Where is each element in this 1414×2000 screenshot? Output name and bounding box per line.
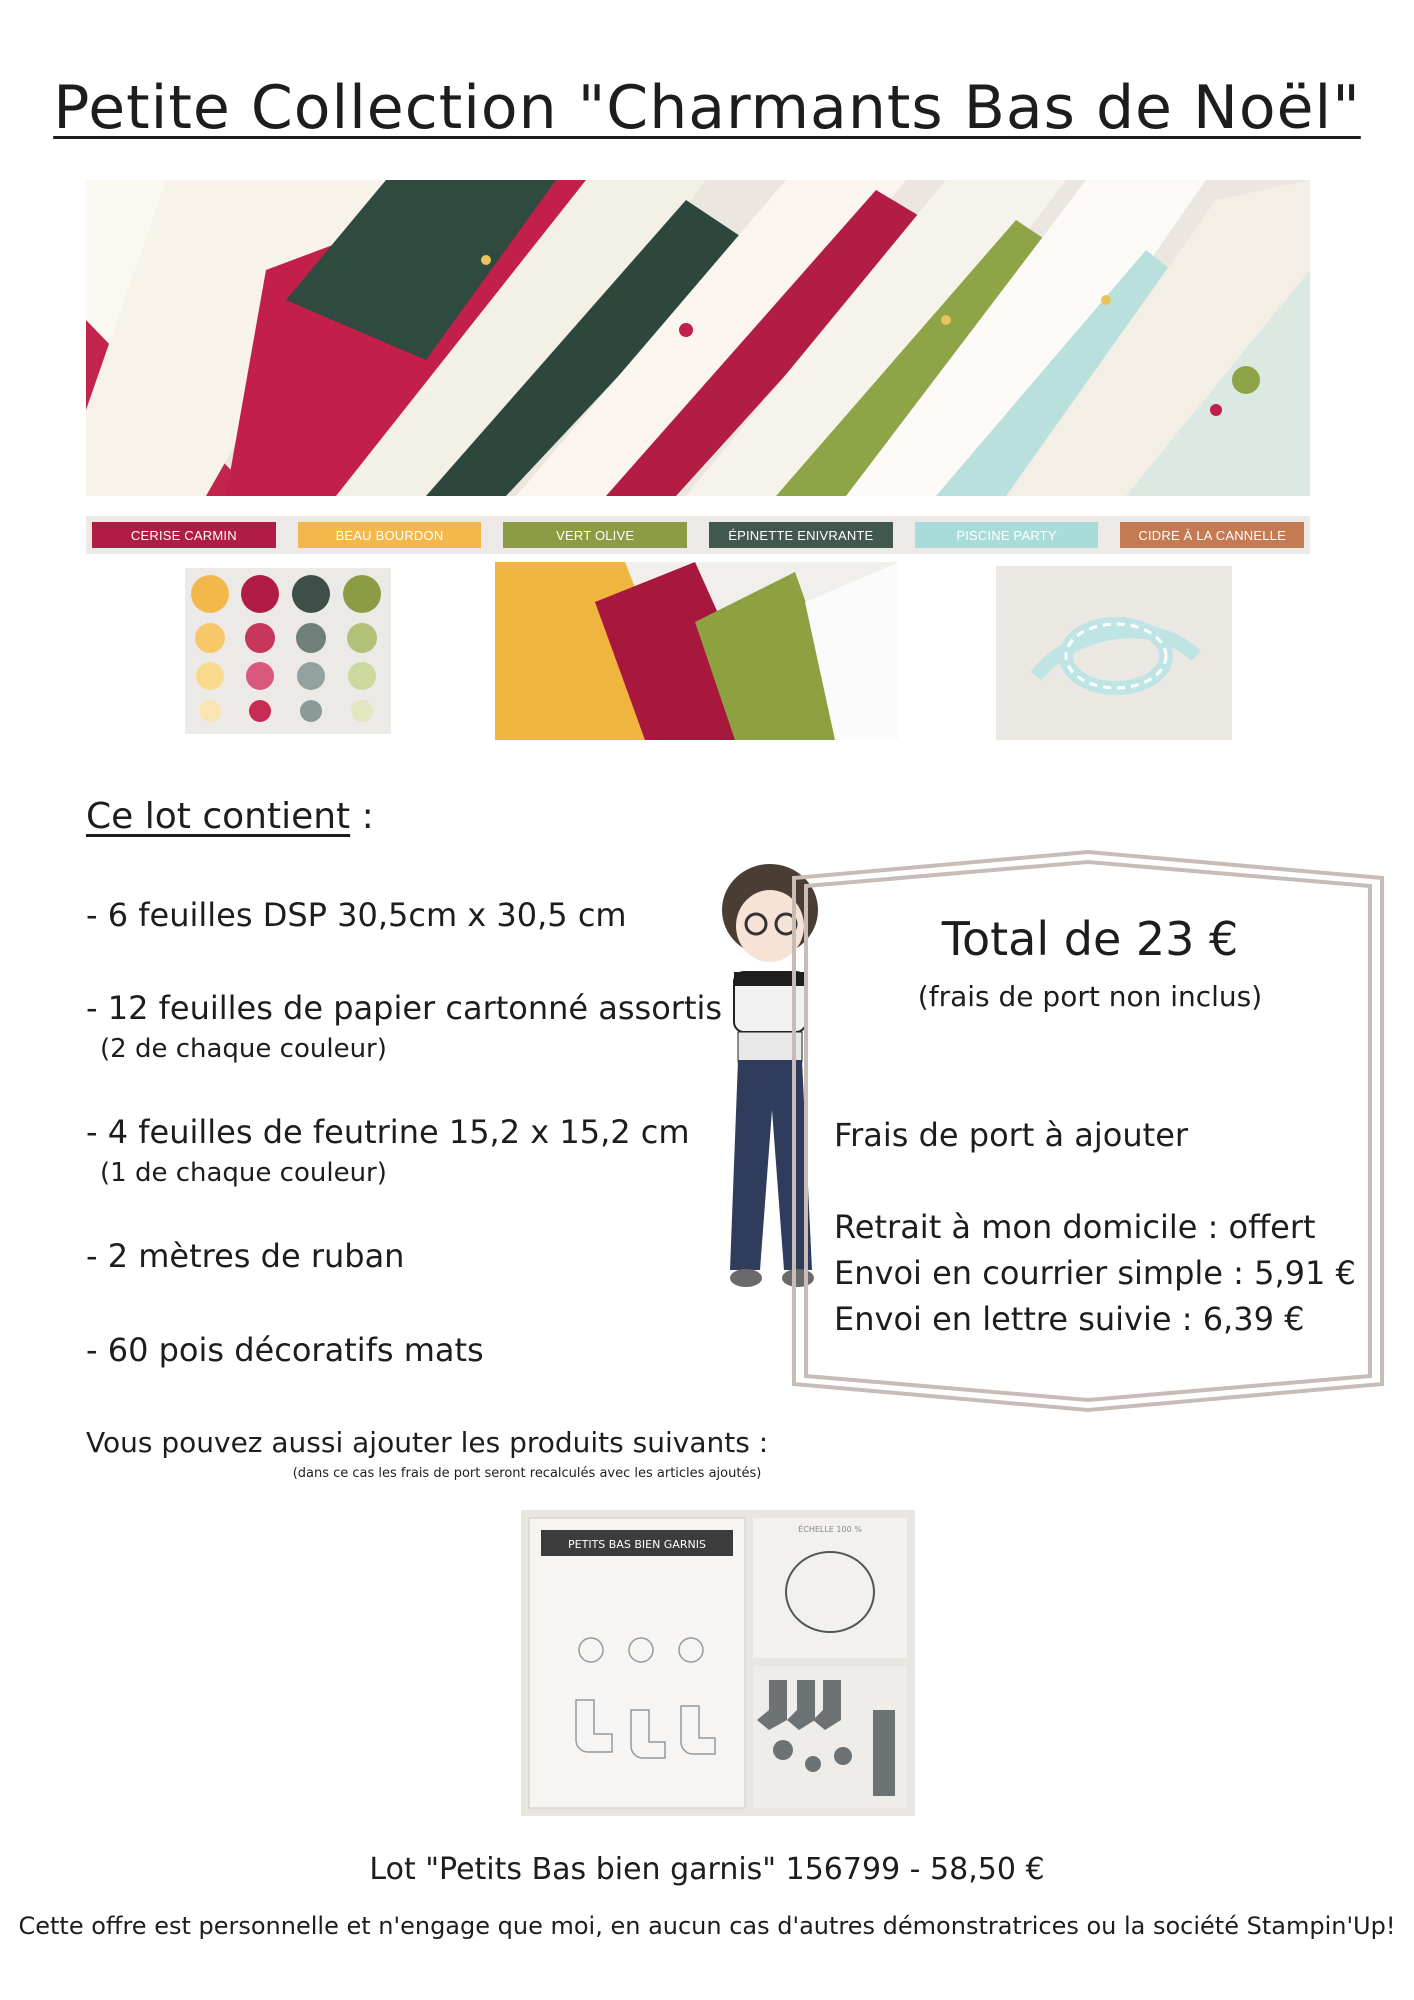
- color-swatch: BEAU BOURDON: [298, 522, 482, 548]
- color-swatch: PISCINE PARTY: [915, 522, 1099, 548]
- addons-note: (dans ce cas les frais de port seront recalculés avec les articles ajoutés): [292, 1466, 762, 1481]
- shipping-option: Envoi en courrier simple : 5,91 €: [834, 1254, 1356, 1292]
- svg-text:ÉCHELLE 100 %: ÉCHELLE 100 %: [798, 1525, 862, 1534]
- color-swatch: CIDRE À LA CANNELLE: [1120, 522, 1304, 548]
- contents-item: - 12 feuilles de papier cartonné assortis: [86, 989, 723, 1027]
- contents-item: - 2 mètres de ruban: [86, 1237, 405, 1275]
- contents-item: - 4 feuilles de feutrine 15,2 x 15,2 cm: [86, 1113, 690, 1151]
- addons-text: Vous pouvez aussi ajouter les produits suivants :: [86, 1426, 769, 1459]
- lot-price: Lot "Petits Bas bien garnis" 156799 - 58,50 €: [369, 1852, 1045, 1887]
- shipping-title: Frais de port à ajouter: [834, 1116, 1189, 1154]
- contents-item-detail: (1 de chaque couleur): [100, 1158, 387, 1188]
- color-strip: [86, 516, 1310, 554]
- contents-item: - 60 pois décoratifs mats: [86, 1331, 484, 1369]
- svg-text:PETITS BAS BIEN GARNIS: PETITS BAS BIEN GARNIS: [568, 1538, 706, 1551]
- designer-paper-banner: [86, 180, 1310, 496]
- contents-item-detail: (2 de chaque couleur): [100, 1034, 387, 1064]
- contents-item: - 6 feuilles DSP 30,5cm x 30,5 cm: [86, 896, 627, 934]
- color-swatch: ÉPINETTE ENIVRANTE: [709, 522, 893, 548]
- page-title: Petite Collection "Charmants Bas de Noël": [53, 73, 1361, 143]
- contents-heading: Ce lot contient :: [86, 796, 374, 837]
- decorative-dots-image: [185, 568, 391, 734]
- felt-sheets-image: [495, 562, 899, 740]
- stamp-kit-image: [521, 1510, 915, 1816]
- total-price: Total de 23 €: [941, 912, 1239, 966]
- shipping-option: Envoi en lettre suivie : 6,39 €: [834, 1300, 1305, 1338]
- ribbon-image: [996, 566, 1232, 740]
- shipping-option: Retrait à mon domicile : offert: [834, 1208, 1316, 1246]
- disclaimer: Cette offre est personnelle et n'engage que moi, en aucun cas d'autres démonstratrices ou la société Stampin'Up!: [18, 1912, 1396, 1940]
- color-swatch: VERT OLIVE: [503, 522, 687, 548]
- total-price-note: (frais de port non inclus): [917, 980, 1263, 1013]
- color-swatch: CERISE CARMIN: [92, 522, 276, 548]
